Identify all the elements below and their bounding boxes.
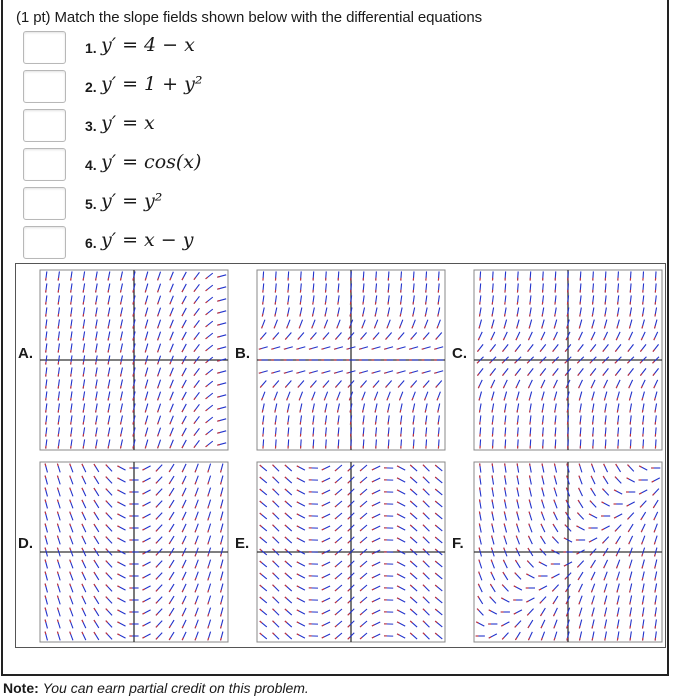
equation-number: 3.: [85, 118, 97, 134]
slope-segment-tail: [120, 338, 121, 341]
slope-segment-tail: [479, 326, 480, 329]
equation-number: 4.: [85, 157, 97, 173]
slope-segment-tail: [120, 410, 121, 413]
slope-segment-tail: [642, 326, 643, 329]
answer-input-5[interactable]: [23, 187, 66, 220]
slope-segment-tail: [492, 499, 493, 502]
slope-segment-tail: [221, 530, 222, 533]
field-label-f: F.: [452, 535, 464, 552]
slope-segment-tail: [217, 384, 220, 385]
slope-segment-tail: [108, 350, 109, 353]
slope-segment-tail: [133, 446, 134, 449]
slope-segment-tail: [45, 596, 46, 599]
slope-segment-tail: [554, 476, 555, 479]
slope-segment-tail: [145, 422, 146, 425]
slope-segment-tail: [630, 614, 631, 617]
slope-segment-tail: [617, 626, 618, 629]
slope-segment-tail: [504, 512, 505, 515]
slope-segment-tail: [655, 590, 656, 593]
equation-expression: y′ = x: [101, 112, 155, 134]
slope-segment-tail: [542, 326, 543, 329]
slope-segment-tail: [359, 349, 362, 350]
slope-segment-tail: [108, 410, 109, 413]
slope-segment-tail: [529, 488, 530, 491]
note-label: Note:: [3, 680, 39, 696]
slope-segment-tail: [375, 314, 376, 317]
slope-segment-tail: [629, 578, 630, 581]
slope-segment-tail: [45, 560, 46, 563]
slope-segment-tail: [217, 432, 220, 433]
slope-segment-tail: [617, 398, 618, 401]
slope-segment-tail: [300, 314, 301, 317]
slope-segment-tail: [567, 326, 568, 329]
slope-field-grid: [15, 263, 666, 648]
slope-segment-tail: [145, 362, 146, 365]
field-label-b: B.: [235, 345, 250, 362]
slope-segment-tail: [384, 349, 387, 350]
slope-segment-tail: [655, 578, 656, 581]
slope-field-a: [16, 264, 233, 456]
answer-input-2[interactable]: [23, 70, 66, 103]
slope-segment-tail: [504, 326, 505, 329]
slope-segment-tail: [133, 290, 134, 293]
slope-segment-tail: [605, 626, 606, 629]
slope-segment-tail: [579, 326, 580, 329]
slope-segment-tail: [309, 349, 312, 350]
answer-input-4[interactable]: [23, 148, 66, 181]
slope-segment-tail: [605, 614, 606, 617]
slope-segment-tail: [567, 398, 568, 401]
slope-segment-tail: [529, 398, 530, 401]
slope-segment-tail: [221, 638, 222, 641]
slope-segment-tail: [217, 420, 220, 421]
slope-segment-tail: [554, 464, 555, 467]
slope-segment-tail: [45, 512, 46, 515]
slope-segment-tail: [325, 314, 326, 317]
slope-segment-tail: [108, 338, 109, 341]
equation-expression: y′ = x − y: [101, 229, 194, 251]
slope-segment-tail: [542, 463, 543, 466]
slope-segment-tail: [642, 398, 643, 401]
slope-segment-tail: [654, 326, 655, 329]
slope-segment-tail: [145, 410, 146, 413]
slope-segment-tail: [504, 487, 505, 490]
field-label-a: A.: [18, 345, 33, 362]
slope-segment-tail: [359, 373, 362, 374]
slope-segment-tail: [617, 614, 618, 617]
slope-segment-tail: [45, 500, 46, 503]
slope-segment-tail: [221, 626, 222, 629]
slope-segment-tail: [397, 349, 400, 350]
slope-segment-tail: [145, 302, 146, 305]
slope-segment-tail: [409, 373, 412, 374]
slope-segment-tail: [334, 373, 337, 374]
slope-segment-tail: [145, 278, 146, 281]
equation-expression: y′ = 1 + y²: [101, 73, 203, 95]
answer-input-6[interactable]: [23, 226, 66, 259]
slope-segment-tail: [217, 408, 220, 409]
slope-segment-tail: [492, 511, 493, 514]
slope-segment-tail: [108, 362, 109, 365]
slope-segment-tail: [479, 523, 480, 526]
slope-segment-tail: [642, 602, 643, 605]
slope-field-c-plot: [450, 264, 667, 456]
slope-segment-tail: [120, 422, 121, 425]
equation-expression: y′ = cos(x): [101, 151, 202, 173]
slope-segment-tail: [388, 314, 389, 317]
slope-segment-tail: [133, 326, 134, 329]
slope-segment-tail: [300, 410, 301, 413]
slope-field-b: [233, 264, 450, 456]
slope-segment-tail: [504, 398, 505, 401]
slope-segment-tail: [517, 326, 518, 329]
slope-segment-tail: [120, 350, 121, 353]
slope-segment-tail: [120, 302, 121, 305]
slope-segment-tail: [504, 499, 505, 502]
slope-segment-tail: [592, 638, 593, 641]
slope-segment-tail: [375, 410, 376, 413]
slope-segment-tail: [271, 349, 274, 350]
note-text: You can earn partial credit on this problem.: [42, 680, 309, 696]
slope-segment-tail: [630, 590, 631, 593]
slope-segment-tail: [542, 398, 543, 401]
slope-segment-tail: [492, 326, 493, 329]
slope-segment-tail: [322, 349, 325, 350]
slope-segment-tail: [108, 278, 109, 281]
slope-segment-tail: [287, 314, 288, 317]
slope-segment-tail: [108, 290, 109, 293]
equation-expression: y′ = 4 − x: [101, 34, 195, 56]
equation-number: 6.: [85, 235, 97, 251]
slope-segment-tail: [617, 590, 618, 593]
slope-segment-tail: [579, 626, 580, 629]
slope-segment-tail: [434, 373, 437, 374]
slope-segment-tail: [642, 566, 643, 569]
slope-field-f-plot: [450, 456, 667, 648]
slope-segment-tail: [221, 614, 222, 617]
slope-segment-tail: [45, 572, 46, 575]
slope-segment-tail: [372, 349, 375, 350]
slope-segment-tail: [604, 326, 605, 329]
slope-segment-tail: [133, 410, 134, 413]
slope-segment-tail: [592, 614, 593, 617]
slope-segment-tail: [221, 566, 222, 569]
slope-segment-tail: [262, 314, 263, 317]
slope-segment-tail: [542, 476, 543, 479]
slope-segment-tail: [409, 349, 412, 350]
slope-segment-tail: [145, 338, 146, 341]
equation-expression: y′ = y²: [101, 190, 163, 212]
slope-segment-tail: [120, 434, 121, 437]
field-label-e: E.: [235, 535, 250, 552]
slope-segment-tail: [434, 349, 437, 350]
slope-segment-tail: [617, 602, 618, 605]
slope-segment-tail: [530, 463, 531, 466]
slope-segment-tail: [221, 494, 222, 497]
slope-segment-tail: [221, 518, 222, 521]
slope-segment-tail: [120, 326, 121, 329]
slope-segment-tail: [413, 410, 414, 413]
slope-segment-tail: [259, 349, 262, 350]
slope-segment-tail: [605, 638, 606, 641]
slope-segment-tail: [325, 410, 326, 413]
slope-segment-tail: [492, 398, 493, 401]
equation-number: 1.: [85, 40, 97, 56]
slope-segment-tail: [400, 410, 401, 413]
slope-segment-tail: [217, 336, 220, 337]
slope-segment-tail: [504, 524, 505, 527]
slope-segment-tail: [133, 422, 134, 425]
slope-segment-tail: [221, 506, 222, 509]
slope-segment-tail: [108, 314, 109, 317]
slope-segment-tail: [312, 314, 313, 317]
slope-field-d: [16, 456, 233, 648]
slope-segment-tail: [422, 373, 425, 374]
slope-segment-tail: [45, 548, 46, 551]
slope-segment-tail: [133, 350, 134, 353]
slope-segment-tail: [579, 638, 580, 641]
slope-field-b-plot: [233, 264, 450, 456]
slope-segment-tail: [438, 410, 439, 413]
slope-segment-tail: [438, 314, 439, 317]
slope-segment-tail: [120, 446, 121, 449]
slope-segment-tail: [309, 373, 312, 374]
slope-segment-tail: [133, 338, 134, 341]
slope-segment-tail: [337, 314, 338, 317]
answer-input-1[interactable]: [23, 31, 66, 64]
slope-segment-tail: [617, 326, 618, 329]
slope-segment-tail: [45, 608, 46, 611]
slope-segment-tail: [629, 398, 630, 401]
slope-segment-tail: [221, 542, 222, 545]
slope-segment-tail: [145, 290, 146, 293]
field-label-c: C.: [452, 345, 467, 362]
slope-segment-tail: [347, 349, 350, 350]
slope-segment-tail: [120, 362, 121, 365]
slope-segment-tail: [221, 554, 222, 557]
slope-segment-tail: [45, 584, 46, 587]
slope-segment-tail: [296, 373, 299, 374]
slope-segment-tail: [592, 326, 593, 329]
field-label-d: D.: [18, 535, 33, 552]
note: [3, 680, 309, 696]
slope-segment-tail: [492, 524, 493, 527]
slope-segment-tail: [145, 446, 146, 449]
slope-segment-tail: [350, 314, 351, 317]
slope-segment-tail: [217, 396, 220, 397]
slope-segment-tail: [120, 278, 121, 281]
slope-segment-tail: [492, 536, 493, 539]
slope-segment-tail: [133, 314, 134, 317]
slope-segment-tail: [287, 410, 288, 413]
answer-input-3[interactable]: [23, 109, 66, 142]
slope-segment-tail: [108, 446, 109, 449]
slope-segment-tail: [529, 475, 530, 478]
slope-segment-tail: [133, 302, 134, 305]
slope-segment-tail: [655, 566, 656, 569]
slope-segment-tail: [120, 290, 121, 293]
slope-segment-tail: [542, 488, 543, 491]
slope-segment-tail: [45, 476, 46, 479]
slope-segment-tail: [221, 590, 222, 593]
problem-prompt: (1 pt) Match the slope fields shown below with the differential equations: [16, 9, 483, 26]
slope-segment-tail: [347, 373, 350, 374]
slope-segment-tail: [45, 632, 46, 635]
slope-segment-tail: [554, 398, 555, 401]
slope-segment-tail: [312, 410, 313, 413]
slope-segment-tail: [642, 578, 643, 581]
slope-segment-tail: [108, 386, 109, 389]
slope-segment-tail: [217, 444, 220, 445]
slope-segment-tail: [133, 374, 134, 377]
slope-field-f: [450, 456, 667, 648]
slope-segment-tail: [145, 350, 146, 353]
slope-segment-tail: [517, 398, 518, 401]
slope-segment-tail: [334, 349, 337, 350]
slope-segment-tail: [108, 422, 109, 425]
slope-segment-tail: [45, 620, 46, 623]
slope-field-e-plot: [233, 456, 450, 648]
slope-segment-tail: [517, 512, 518, 515]
slope-segment-tail: [217, 288, 220, 289]
slope-segment-tail: [479, 536, 480, 539]
slope-segment-tail: [108, 374, 109, 377]
slope-segment-tail: [479, 548, 480, 551]
slope-segment-tail: [604, 602, 605, 605]
slope-segment-tail: [221, 470, 222, 473]
slope-segment-tail: [630, 602, 631, 605]
slope-segment-tail: [517, 487, 518, 490]
slope-segment-tail: [372, 373, 375, 374]
slope-segment-tail: [629, 326, 630, 329]
slope-segment-tail: [337, 410, 338, 413]
slope-segment-tail: [120, 386, 121, 389]
slope-field-e: [233, 456, 450, 648]
slope-segment-tail: [217, 348, 220, 349]
slope-segment-tail: [567, 464, 568, 467]
slope-segment-tail: [363, 410, 364, 413]
slope-segment-tail: [271, 373, 274, 374]
slope-segment-tail: [654, 398, 655, 401]
slope-segment-tail: [145, 326, 146, 329]
slope-segment-tail: [145, 386, 146, 389]
slope-segment-tail: [400, 314, 401, 317]
slope-segment-tail: [388, 410, 389, 413]
slope-segment-tail: [529, 500, 530, 503]
slope-segment-tail: [554, 326, 555, 329]
slope-segment-tail: [133, 434, 134, 437]
slope-segment-tail: [217, 312, 220, 313]
slope-segment-tail: [145, 314, 146, 317]
slope-segment-tail: [275, 314, 276, 317]
slope-segment-tail: [479, 511, 480, 514]
slope-segment-tail: [262, 410, 263, 413]
slope-segment-tail: [133, 362, 134, 365]
slope-segment-tail: [592, 626, 593, 629]
slope-segment-tail: [529, 326, 530, 329]
slope-segment-tail: [217, 276, 220, 277]
slope-segment-tail: [425, 410, 426, 413]
slope-segment-tail: [422, 349, 425, 350]
slope-segment-tail: [413, 314, 414, 317]
slope-segment-tail: [296, 349, 299, 350]
slope-field-c: [450, 264, 667, 456]
slope-segment-tail: [45, 524, 46, 527]
slope-segment-tail: [45, 488, 46, 491]
slope-segment-tail: [479, 398, 480, 401]
slope-segment-tail: [384, 373, 387, 374]
slope-segment-tail: [363, 314, 364, 317]
slope-segment-tail: [642, 590, 643, 593]
slope-segment-tail: [120, 314, 121, 317]
equation-number: 5.: [85, 196, 97, 212]
slope-segment-tail: [350, 410, 351, 413]
slope-segment-tail: [221, 602, 222, 605]
slope-segment-tail: [108, 398, 109, 401]
slope-segment-tail: [425, 314, 426, 317]
slope-segment-tail: [108, 326, 109, 329]
slope-field-a-plot: [16, 264, 233, 456]
slope-field-d-plot: [16, 456, 233, 648]
slope-segment-tail: [145, 398, 146, 401]
slope-segment-tail: [108, 302, 109, 305]
slope-segment-tail: [592, 398, 593, 401]
slope-segment-tail: [221, 578, 222, 581]
slope-segment-tail: [284, 349, 287, 350]
slope-segment-tail: [145, 434, 146, 437]
slope-segment-tail: [284, 373, 287, 374]
slope-segment-tail: [259, 373, 262, 374]
slope-segment-tail: [145, 374, 146, 377]
slope-segment-tail: [397, 373, 400, 374]
slope-segment-tail: [108, 434, 109, 437]
slope-segment-tail: [579, 398, 580, 401]
slope-segment-tail: [217, 360, 220, 361]
slope-segment-tail: [133, 278, 134, 281]
slope-segment-tail: [221, 482, 222, 485]
slope-segment-tail: [275, 410, 276, 413]
slope-segment-tail: [217, 372, 220, 373]
slope-segment-tail: [120, 374, 121, 377]
equation-number: 2.: [85, 79, 97, 95]
slope-segment-tail: [120, 398, 121, 401]
slope-segment-tail: [45, 536, 46, 539]
slope-segment-tail: [604, 398, 605, 401]
slope-segment-tail: [45, 464, 46, 467]
slope-segment-tail: [322, 373, 325, 374]
slope-segment-tail: [655, 554, 656, 557]
slope-segment-tail: [217, 300, 220, 301]
slope-segment-tail: [567, 638, 568, 641]
slope-segment-tail: [133, 386, 134, 389]
slope-segment-tail: [517, 500, 518, 503]
slope-segment-tail: [217, 324, 220, 325]
slope-segment-tail: [133, 398, 134, 401]
slope-segment-tail: [517, 475, 518, 478]
